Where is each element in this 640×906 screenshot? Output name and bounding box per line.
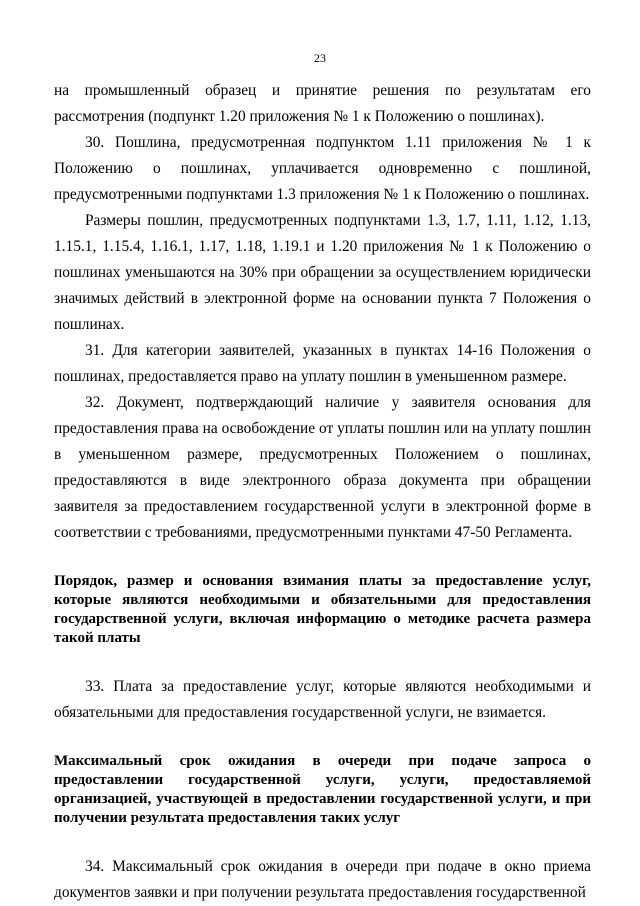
paragraph-34: 34. Максимальный срок ожидания в очереди при подаче в окно приема документов заявки и при получении результата предоставления государственной xyxy=(54,858,591,901)
document-body xyxy=(54,78,591,906)
section-heading-fees: Порядок, размер и основания взимания платы за предоставление услуг, которые являются необходимыми и обязательными для предоставления государственной услуги, включая информацию о методике расчета размера такой платы xyxy=(54,573,591,646)
paragraph-31: 31. Для категории заявителей, указанных в пунктах 14-16 Положения о пошлинах, предоставляется право на уплату пошлин в уменьшенном размере. xyxy=(54,342,591,385)
section-heading-queue: Максимальный срок ожидания в очереди при подаче запроса о предоставлении государственной услуги, услуги, предоставляемой организацией, участвующей в предоставлении государственной услуги, и при получении результата предоставления таких услуг xyxy=(54,753,591,826)
paragraph-30: 30. Пошлина, предусмотренная подпунктом 1.11 приложения № 1 к Положению о пошлинах, уплачивается одновременно с пошлиной, предусмотренными подпунктами 1.3 приложения № 1 к Положению о пошлинах. xyxy=(54,134,591,203)
page-number: 23 xyxy=(314,51,326,65)
paragraph-32: 32. Документ, подтверждающий наличие у заявителя основания для предоставления права на освобождение от уплаты пошлин или на уплату пошлин в уменьшенном размере, предусмотренных Положением о пошлинах, предоставляются в виде электронного образа документа при обращении заявителя за предоставлением государственной услуги в электронной форме в соответствии с требованиями, предусмотренными пунктами 47-50 Регламента. xyxy=(54,394,591,541)
paragraph-30-fee-reduction: Размеры пошлин, предусмотренных подпунктами 1.3, 1.7, 1.11, 1.12, 1.13, 1.15.1, 1.15.4, 1.16.1, 1.17, 1.18, 1.19.1 и 1.20 приложения № 1 к Положению о пошлинах уменьшаются на 30% при обращении за осуществлением юридически значимых действий в электронной форме на основании пункта 7 Положения о пошлинах. xyxy=(54,212,591,333)
paragraph-continuation: на промышленный образец и принятие решения по результатам его рассмотрения (подпункт 1.20 приложения № 1 к Положению о пошлинах). xyxy=(54,82,591,125)
paragraph-33: 33. Плата за предоставление услуг, которые являются необходимыми и обязательными для предоставления государственной услуги, не взимается. xyxy=(54,678,591,721)
